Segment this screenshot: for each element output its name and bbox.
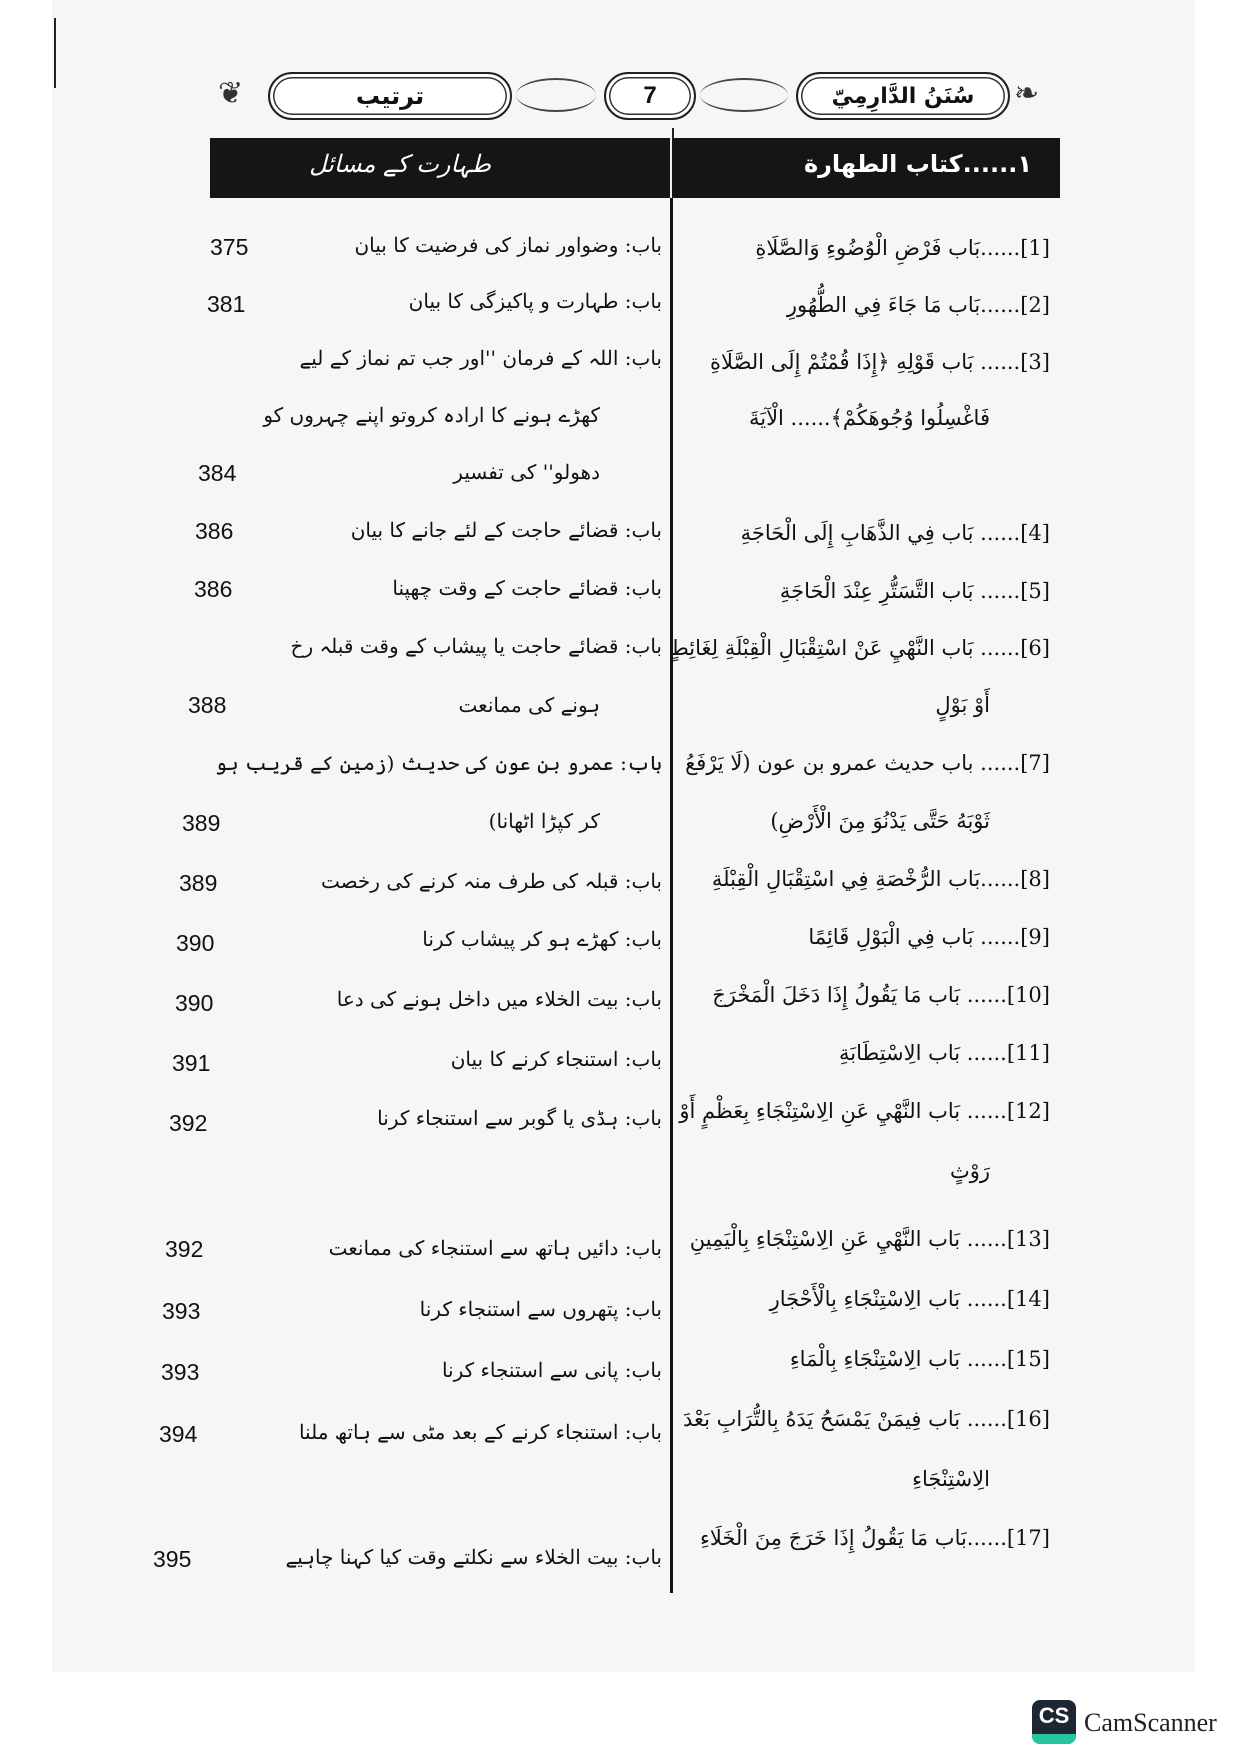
chapter-page-number: 386	[195, 518, 234, 544]
chapter-page-number: 386	[194, 576, 233, 602]
urdu-chapter-continuation: ہونے کی ممانعت	[458, 693, 600, 717]
arabic-chapter-entry: [7]...... باب حديث عمرو بن عون (لَا يَرْفَعُ	[685, 751, 1050, 775]
arabic-chapter-entry: [2]......بَاب مَا جَاءَ فِي الطُّهُورِ	[786, 293, 1050, 317]
arabic-chapter-entry: [14]...... بَاب الِاسْتِنْجَاءِ بِالْأَحْجَارِ	[769, 1287, 1050, 1311]
chapter-page-number: 390	[175, 990, 214, 1016]
chapter-page-number: 388	[188, 692, 227, 718]
arabic-chapter-continuation: فَاغْسِلُوا وُجُوهَكُمْ﴾...... الْآيَةَ	[748, 406, 990, 430]
arabic-section-title: ١......كتاب الطهارة	[803, 150, 1032, 178]
arabic-chapter-entry: [16]...... بَاب فِيمَنْ يَمْسَحُ يَدَهُ بِالتُّرَابِ بَعْدَ	[682, 1407, 1050, 1431]
vine-ornament-icon	[516, 78, 596, 112]
left-scroll-ornament-icon: ❦	[218, 76, 244, 111]
urdu-chapter-continuation: دھولو'' کی تفسیر	[453, 460, 600, 484]
chapter-page-number: 384	[198, 460, 237, 486]
running-header	[218, 66, 1058, 124]
column-divider	[670, 198, 673, 1593]
urdu-chapter-entry: باب: قضائے حاجت یا پیشاب کے وقت قبلہ رخ	[290, 634, 662, 658]
urdu-section-title: طہارت کے مسائل	[309, 150, 491, 178]
urdu-chapter-entry: باب: بیت الخلاء سے نکلتے وقت کیا کہنا چاہیے	[285, 1545, 662, 1569]
chapter-page-number: 390	[176, 930, 215, 956]
urdu-chapter-entry: باب: دائیں ہاتھ سے استنجاء کی ممانعت	[328, 1236, 662, 1260]
urdu-chapter-entry: باب: ہڈی یا گوبر سے استنجاء کرنا	[377, 1106, 662, 1130]
urdu-chapter-entry: باب: بیت الخلاء میں داخل ہونے کی دعا	[336, 987, 662, 1011]
header-section-label: ترتیب	[268, 72, 512, 120]
urdu-chapter-entry: باب: قبلہ کی طرف منہ کرنے کی رخصت	[320, 869, 662, 893]
vine-ornament-icon	[700, 78, 788, 112]
section-title-bar	[210, 138, 1060, 198]
chapter-page-number: 392	[165, 1236, 204, 1262]
right-scroll-ornament-icon: ❧	[1014, 76, 1040, 111]
chapter-page-number: 395	[153, 1546, 192, 1572]
urdu-chapter-entry: باب: قضائے حاجت کے وقت چھپنا	[392, 576, 662, 600]
chapter-page-number: 381	[207, 291, 246, 317]
urdu-chapter-entry: باب: استنجاء کرنے کا بیان	[450, 1047, 662, 1071]
page-number: 7	[604, 72, 696, 120]
arabic-chapter-entry: [11]...... بَاب الِاسْتِطَابَةِ	[838, 1041, 1050, 1065]
arabic-chapter-entry: [6]...... بَاب النَّهْيِ عَنْ اسْتِقْبَالِ الْقِبْلَةِ لِغَائِطٍ	[669, 636, 1050, 660]
urdu-chapter-entry: باب: کھڑے ہو کر پیشاب کرنا	[422, 927, 662, 951]
arabic-chapter-entry: [5]...... بَاب التَّسَتُّرِ عِنْدَ الْحَاجَةِ	[779, 579, 1050, 603]
urdu-chapter-entry: باب: استنجاء کرنے کے بعد مٹی سے ہاتھ ملنا	[298, 1420, 662, 1444]
urdu-chapter-entry: باب: طہارت و پاکیزگی کا بیان	[408, 289, 662, 313]
chapter-page-number: 393	[162, 1298, 201, 1324]
camscanner-watermark: CamScanner	[1084, 1708, 1217, 1737]
chapter-page-number: 375	[210, 234, 249, 260]
section-bar-separator	[670, 138, 672, 198]
chapter-page-number: 389	[179, 870, 218, 896]
urdu-chapter-entry: باب: قضائے حاجت کے لئے جانے کا بیان	[350, 518, 662, 542]
book-title: سُنَنُ الدَّارِمِيّ	[796, 72, 1010, 120]
arabic-chapter-continuation: الِاسْتِنْجَاءِ	[912, 1467, 990, 1491]
urdu-chapter-entry: باب: پانی سے استنجاء کرنا	[441, 1358, 662, 1382]
arabic-chapter-entry: [17]......بَاب مَا يَقُولُ إِذَا خَرَجَ مِنَ الْخَلَاءِ	[699, 1526, 1050, 1550]
urdu-chapter-entry: باب: عمرو بن عون کی حدیث (زمین کے قریب ہو	[215, 751, 662, 775]
urdu-chapter-continuation: کھڑے ہونے کا ارادہ کروتو اپنے چہروں کو	[263, 403, 600, 427]
chapter-page-number: 392	[169, 1110, 208, 1136]
camscanner-logo-icon: CS	[1032, 1700, 1076, 1744]
arabic-chapter-entry: [3]...... بَاب قَوْلِهِ ﴿إِذَا قُمْتُمْ إِلَى الصَّلَاةِ	[710, 350, 1050, 374]
chapter-page-number: 394	[159, 1421, 198, 1447]
arabic-chapter-entry: [13]...... بَاب النَّهْيِ عَنِ الِاسْتِنْجَاءِ بِالْيَمِينِ	[689, 1227, 1050, 1251]
arabic-chapter-entry: [10]...... بَاب مَا يَقُولُ إِذَا دَخَلَ الْمَخْرَجَ	[712, 983, 1050, 1007]
urdu-chapter-continuation: کر کپڑا اٹھانا)	[488, 809, 600, 833]
arabic-chapter-entry: [8]......بَاب الرُّخْصَةِ فِي اسْتِقْبَالِ الْقِبْلَةِ	[711, 867, 1050, 891]
arabic-chapter-entry: [12]...... بَاب النَّهْيِ عَنِ الِاسْتِنْجَاءِ بِعَظْمٍ أَوْ	[679, 1099, 1050, 1123]
arabic-chapter-entry: [1]......بَاب فَرْضِ الْوُضُوءِ وَالصَّلَاةِ	[755, 236, 1050, 260]
page-edge-line	[54, 18, 56, 88]
arabic-chapter-entry: [15]...... بَاب الِاسْتِنْجَاءِ بِالْمَاءِ	[789, 1347, 1050, 1371]
chapter-page-number: 389	[182, 810, 221, 836]
arabic-chapter-continuation: رَوْثٍ	[949, 1159, 990, 1183]
arabic-chapter-continuation: أَوْ بَوْلٍ	[935, 693, 990, 717]
chapter-page-number: 393	[161, 1359, 200, 1385]
urdu-chapter-entry: باب: پتھروں سے استنجاء کرنا	[419, 1297, 662, 1321]
urdu-chapter-entry: باب: اللہ کے فرمان ''اور جب تم نماز کے لیے	[299, 346, 662, 370]
arabic-chapter-entry: [4]...... بَاب فِي الذَّهَابِ إِلَى الْحَاجَةِ	[740, 521, 1050, 545]
chapter-page-number: 391	[172, 1050, 211, 1076]
urdu-chapter-entry: باب: وضواور نماز کی فرضیت کا بیان	[354, 233, 662, 257]
arabic-chapter-continuation: ثَوْبَهُ حَتَّى يَدْنُوَ مِنَ الْأَرْضِ)	[770, 809, 990, 833]
arabic-chapter-entry: [9]...... بَاب فِي الْبَوْلِ قَائِمًا	[808, 925, 1050, 949]
